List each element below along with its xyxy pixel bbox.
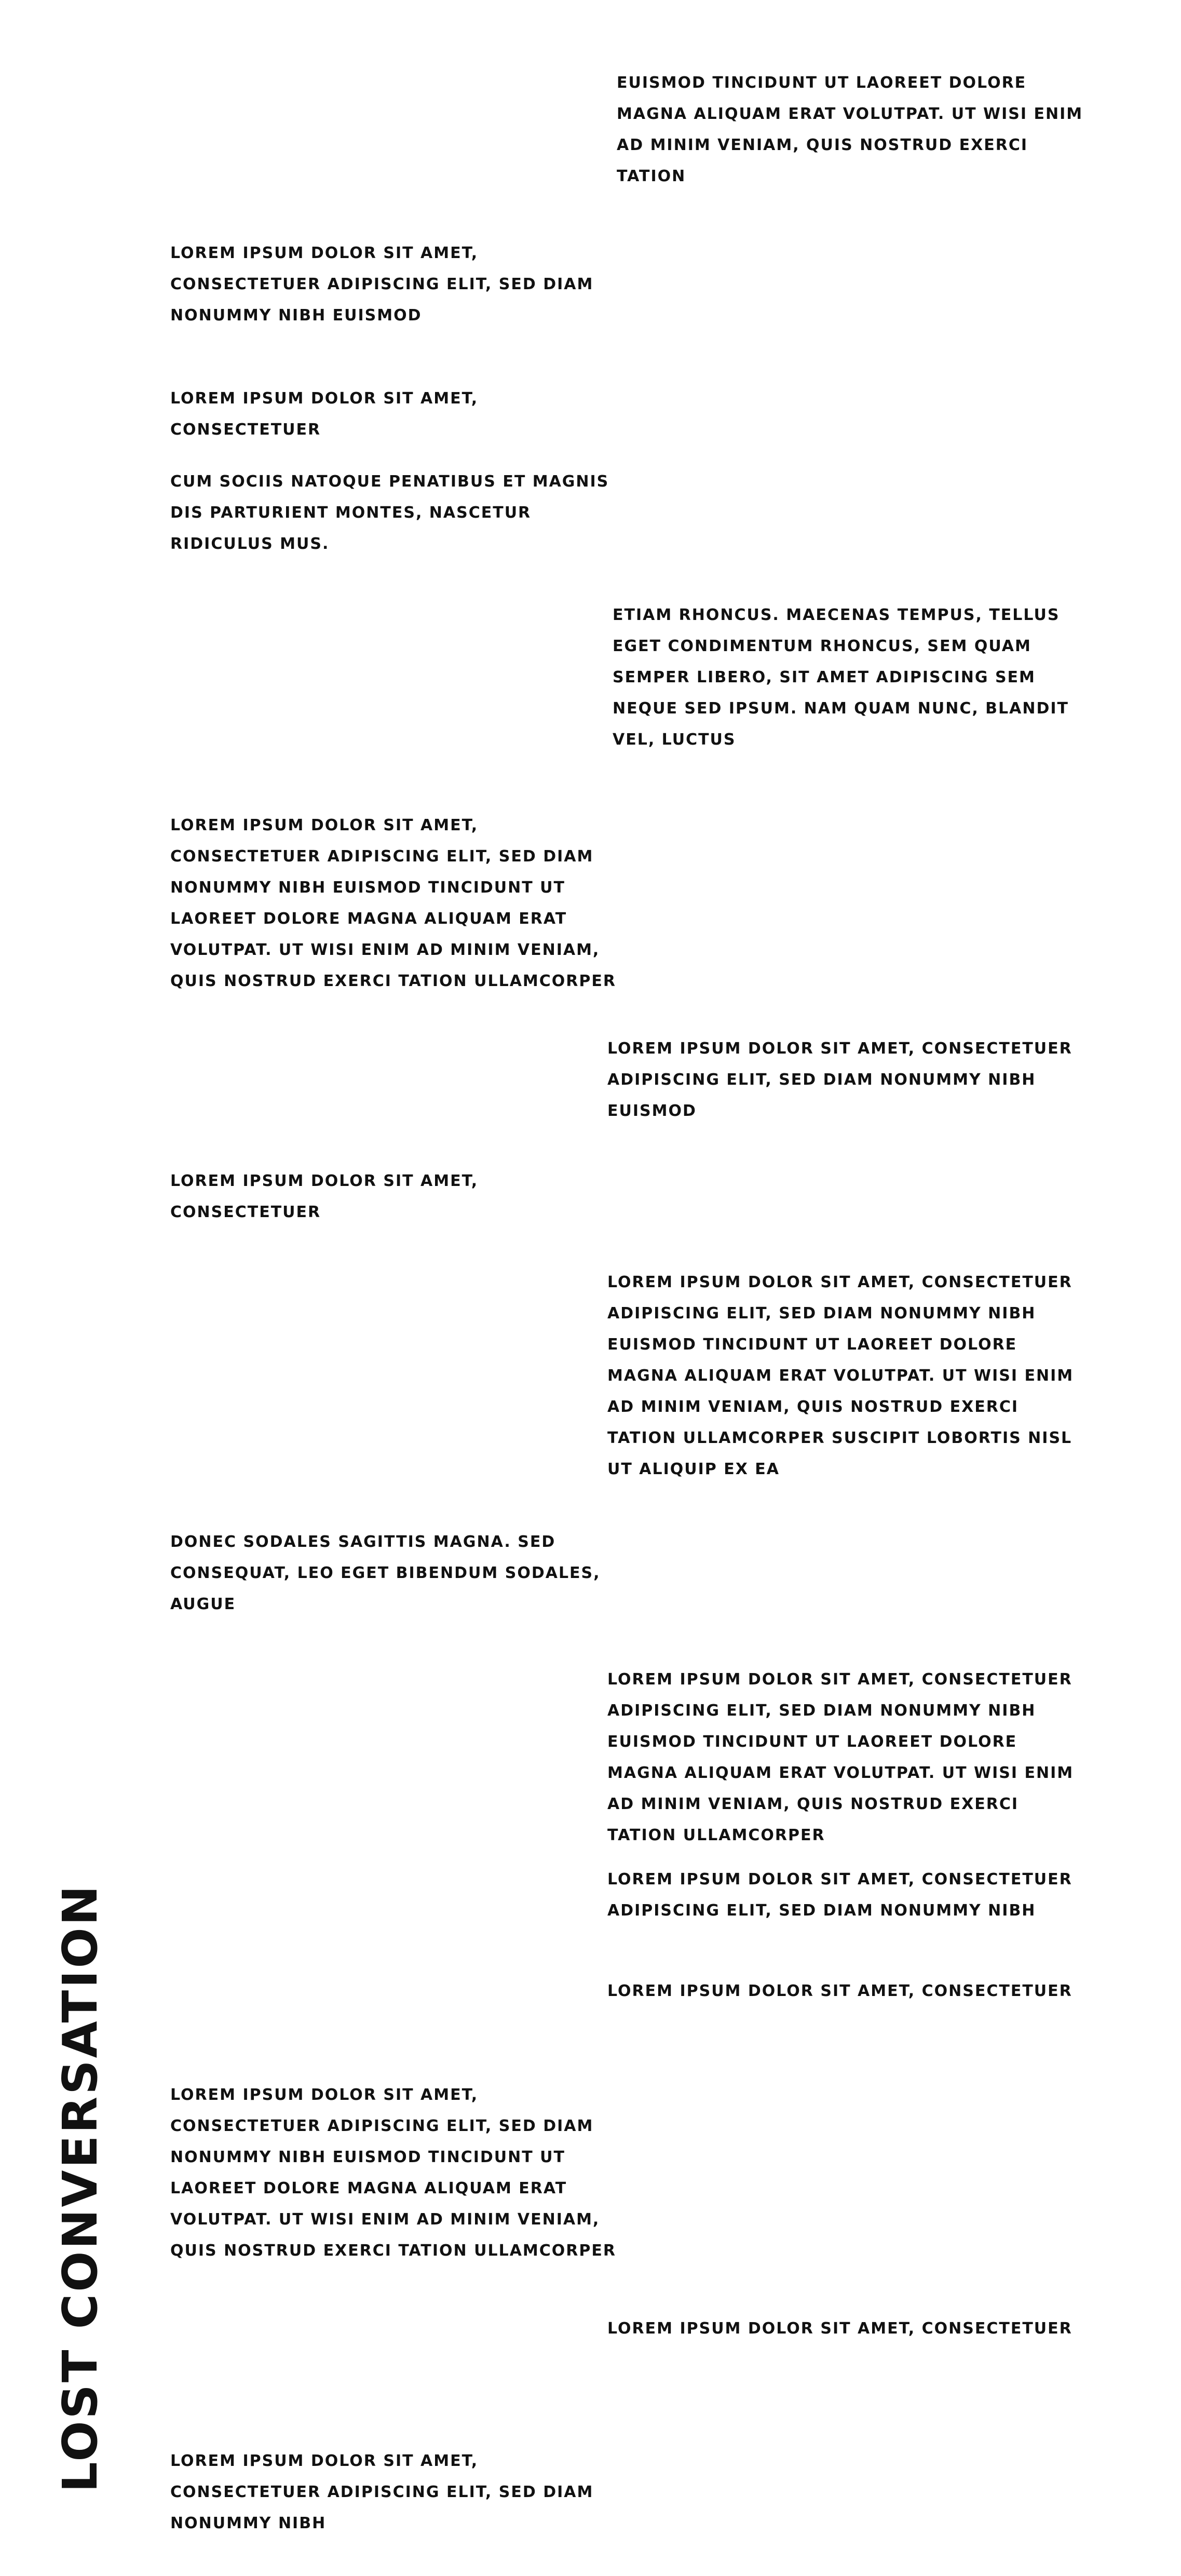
message-right: LOREM IPSUM DOLOR SIT AMET, CONSECTETUER ADIPISCING ELIT, SED DIAM NONUMMY NIBH EUISMOD TINCIDUNT UT LAOREET DOLORE MAGNA ALIQUAM ERAT VOLUTPAT. UT WISI ENIM AD MINIM VENIAM, QUIS NOSTRUD EXERCI TATION ULLAMCORPER [607, 1670, 1074, 1844]
message-left: DONEC SODALES SAGITTIS MAGNA. SED CONSEQUAT, LEO EGET BIBENDUM SODALES, AUGUE [170, 1533, 601, 1613]
message-left: LOREM IPSUM DOLOR SIT AMET, CONSECTETUER ADIPISCING ELIT, SED DIAM NONUMMY NIBH EUISMOD [170, 244, 594, 325]
message-right: LOREM IPSUM DOLOR SIT AMET, CONSECTETUER [607, 2319, 1073, 2338]
message-right: LOREM IPSUM DOLOR SIT AMET, CONSECTETUER [607, 1982, 1073, 2000]
message-left: LOREM IPSUM DOLOR SIT AMET, CONSECTETUER ADIPISCING ELIT, SED DIAM NONUMMY NIBH [170, 2452, 594, 2532]
message-right: ETIAM RHONCUS. MAECENAS TEMPUS, TELLUS EGET CONDIMENTUM RHONCUS, SEM QUAM SEMPER LIBERO, SIT AMET ADIPISCING SEM NEQUE SED IPSUM. NAM QUAM NUNC, BLANDIT VEL, LUCTUS [613, 606, 1069, 749]
message-left: LOREM IPSUM DOLOR SIT AMET, CONSECTETUER [170, 389, 479, 439]
message-left: LOREM IPSUM DOLOR SIT AMET, CONSECTETUER [170, 1172, 479, 1221]
message-right: LOREM IPSUM DOLOR SIT AMET, CONSECTETUER ADIPISCING ELIT, SED DIAM NONUMMY NIBH EUISMOD [607, 1040, 1073, 1120]
message-right: LOREM IPSUM DOLOR SIT AMET, CONSECTETUER ADIPISCING ELIT, SED DIAM NONUMMY NIBH EUISMOD TINCIDUNT UT LAOREET DOLORE MAGNA ALIQUAM ERAT VOLUTPAT. UT WISI ENIM AD MINIM VENIAM, QUIS NOSTRUD EXERCI TATION ULLAMCORPER SUSCIPIT LOBORTIS NISL UT ALIQUIP EX EA [607, 1273, 1074, 1478]
message-right: EUISMOD TINCIDUNT UT LAOREET DOLORE MAGNA ALIQUAM ERAT VOLUTPAT. UT WISI ENIM AD MINIM VENIAM, QUIS NOSTRUD EXERCI TATION [617, 74, 1083, 185]
message-left: LOREM IPSUM DOLOR SIT AMET, CONSECTETUER ADIPISCING ELIT, SED DIAM NONUMMY NIBH EUISMOD TINCIDUNT UT LAOREET DOLORE MAGNA ALIQUAM ERAT VOLUTPAT. UT WISI ENIM AD MINIM VENIAM, QUIS NOSTRUD EXERCI TATION ULLAMCORPER [170, 2086, 616, 2260]
message-right: LOREM IPSUM DOLOR SIT AMET, CONSECTETUER ADIPISCING ELIT, SED DIAM NONUMMY NIBH [607, 1870, 1073, 1920]
conversation-title: LOST CONVERSATION [52, 1883, 108, 2492]
message-left: LOREM IPSUM DOLOR SIT AMET, CONSECTETUER ADIPISCING ELIT, SED DIAM NONUMMY NIBH EUISMOD TINCIDUNT UT LAOREET DOLORE MAGNA ALIQUAM ERAT VOLUTPAT. UT WISI ENIM AD MINIM VENIAM, QUIS NOSTRUD EXERCI TATION ULLAMCORPER [170, 816, 616, 990]
message-left: CUM SOCIIS NATOQUE PENATIBUS ET MAGNIS DIS PARTURIENT MONTES, NASCETUR RIDICULUS MUS. [170, 473, 609, 553]
